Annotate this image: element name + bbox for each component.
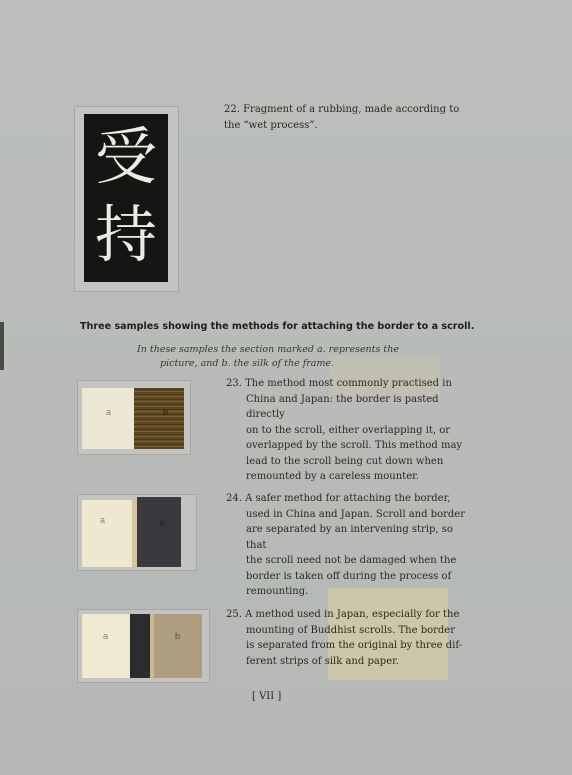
sample-23-label-b: b [163,407,169,417]
plate-22-text: Fragment of a rubbing, made according to the “wet process”. [224,104,460,131]
page-number: [ VII ] [252,691,282,702]
plate-23-line-1: 23. The method most commonly practised in [226,378,452,389]
plate-24-line-3: are separated by an intervening strip, so that [246,524,453,551]
section-note-line-2: picture, and b. the silk of the frame. [160,358,335,369]
section-note-line-1: In these samples the section marked a. represents the [137,344,399,355]
rubbing-image [84,114,168,282]
sample-24-label-a: a [100,515,106,525]
sample-24-label-b: b [160,518,166,528]
sample-25-picture [82,614,130,678]
sample-24-silk [137,497,181,567]
plate-22-caption [224,102,464,133]
sample-25-label-b: b [175,631,181,641]
plate-23-line-6: remounted by a careless mounter. [246,471,419,482]
plate-24-line-1: 24. A safer method for attaching the border, [226,493,451,504]
plate-22-number: 22. [224,104,240,115]
plate-25-caption [226,607,466,669]
plate-23-line-2: China and Japan: the border is pasted directly [246,393,439,420]
plate-23-line-4: overlapped by the scroll. This method may [246,440,463,451]
rubbing-character-2: 持 [94,198,157,271]
sample-25-dark-strip [130,614,150,678]
plate-24-line-2: used in China and Japan. Scroll and border [246,508,465,520]
sample-25-label-a: a [103,631,109,641]
plate-25-line-1: 25. A method used in Japan, especially for the [226,609,460,620]
sample-23-label-a: a [106,407,112,417]
sample-23-silk [134,388,184,449]
plate-24-line-4: the scroll need not be damaged when the [246,555,457,566]
plate-25-line-4: ferent strips of silk and paper. [246,655,399,667]
binding-edge [0,322,4,370]
sample-24-picture [82,500,132,567]
plate-24-caption [226,491,466,600]
plate-24-line-5: border is taken off during the process of [246,570,452,582]
sample-23-picture [82,388,134,449]
plate-23-caption [226,376,466,485]
plate-25-line-3: is separated from the original by three dif- [246,640,463,651]
section-heading: Three samples showing the methods for attaching the border to a scroll. [80,321,475,332]
rubbing-character-1: 受 [94,120,157,193]
plate-23-line-5: lead to the scroll being cut down when [246,455,444,467]
plate-25-line-2: mounting of Buddhist scrolls. The border [246,624,456,636]
plate-23-line-3: on to the scroll, either overlapping it, or [246,424,451,436]
plate-24-line-6: remounting. [246,586,309,597]
sample-25-silk [154,614,202,678]
